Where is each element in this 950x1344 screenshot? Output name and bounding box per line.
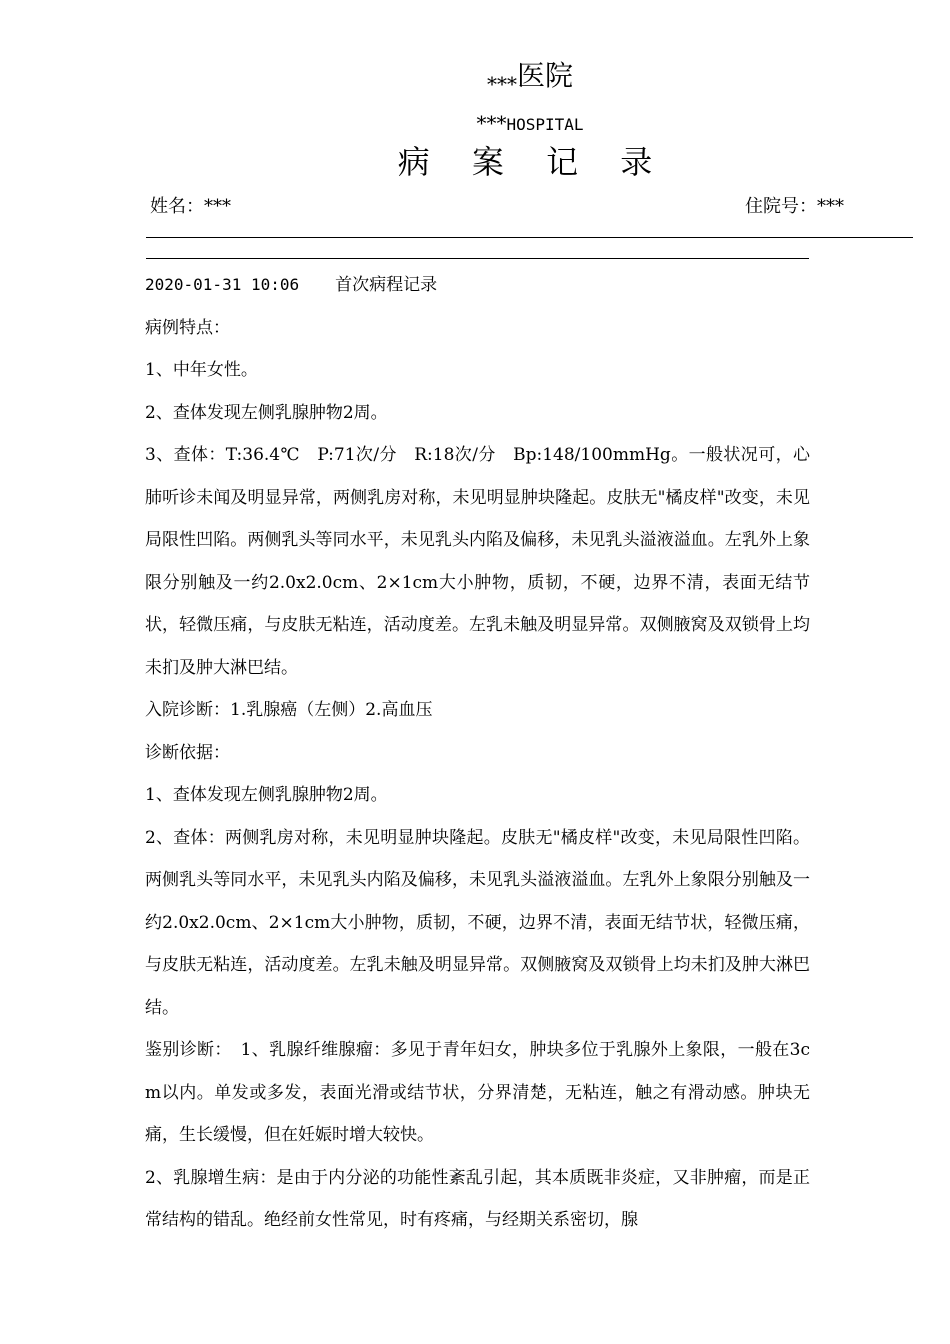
header-divider-top (146, 237, 913, 238)
document-title: 病 案 记 录 (397, 143, 669, 181)
paragraph-feature-2: 2、查体发现左侧乳腺肿物2周。 (145, 402, 388, 423)
header-divider-bottom (146, 258, 809, 259)
hospital-english-stars: *** (476, 111, 507, 135)
record-datetime: 2020-01-31 10:06 (145, 275, 300, 294)
paragraph-differential-2: 2、乳腺增生病：是由于内分泌的功能性紊乱引起，其本质既非炎症，又非肿瘤，而是正常结构的错乱。绝经前女性常见，时有疼痛，与经期关系密切，腺 (145, 1167, 810, 1230)
paragraph-feature-3-exam: 3、查体：T:36.4℃ P:71次/分 R:18次/分 Bp:148/100mmHg。一般状况可，心肺听诊未闻及明显异常，两侧乳房对称，未见明显肿块隆起。皮肤无"橘皮样"改变，未见局限性凹陷。两侧乳头等同水平，未见乳头内陷及偏移，未见乳头溢液溢血。左乳外上象限分别触及一约2.0x2.0cm、2×1cm大小肿物，质韧，不硬，边界不清，表面无结节状，轻微压痛，与皮肤无粘连，活动度差。左乳未触及明显异常。双侧腋窝及双锁骨上均未扪及肿大淋巴结。 (145, 445, 810, 678)
paragraph-feature-1: 1、中年女性。 (145, 360, 258, 380)
record-body (145, 264, 810, 1242)
hospital-english-text: HOSPITAL (506, 115, 584, 134)
paragraph-basis-2-exam: 2、查体：两侧乳房对称，未见明显肿块隆起。皮肤无"橘皮样"改变，未见局限性凹陷。两侧乳头等同水平，未见乳头内陷及偏移，未见乳头溢液溢血。左乳外上象限分别触及一约2.0x2.0cm、2×1cm大小肿物，质韧，不硬，边界不清，表面无结节状，轻微压痛，与皮肤无粘连，活动度差。左乳未触及明显异常。双侧腋窝及双锁骨上均未扪及肿大淋巴结。 (145, 827, 810, 1018)
hospital-name-stars: *** (486, 72, 517, 96)
admission-number-label: 住院号：*** (745, 196, 844, 217)
paragraph-admission-diagnosis: 入院诊断：1.乳腺癌（左侧）2.高血压 (145, 700, 433, 720)
paragraph-basis-1: 1、查体发现左侧乳腺肿物2周。 (145, 785, 388, 805)
patient-name-label: 姓名：*** (150, 196, 231, 217)
record-type: 首次病程记录 (335, 275, 438, 295)
paragraph-case-features-heading: 病例特点： (145, 317, 230, 338)
paragraph-differential-1: 鉴别诊断： 1、乳腺纤维腺瘤：多见于青年妇女，肿块多位于乳腺外上象限，一般在3cm以内。单发或多发，表面光滑或结节状，分界清楚，无粘连，触之有滑动感。肿块无痛，生长缓慢，但在妊娠时增大较快。 (145, 1040, 810, 1145)
hospital-name (0, 58, 950, 96)
hospital-name-text: 医院 (516, 59, 573, 92)
record-heading (145, 264, 810, 307)
hospital-english-name (0, 112, 950, 136)
paragraph-diagnosis-basis-heading: 诊断依据： (145, 742, 230, 763)
